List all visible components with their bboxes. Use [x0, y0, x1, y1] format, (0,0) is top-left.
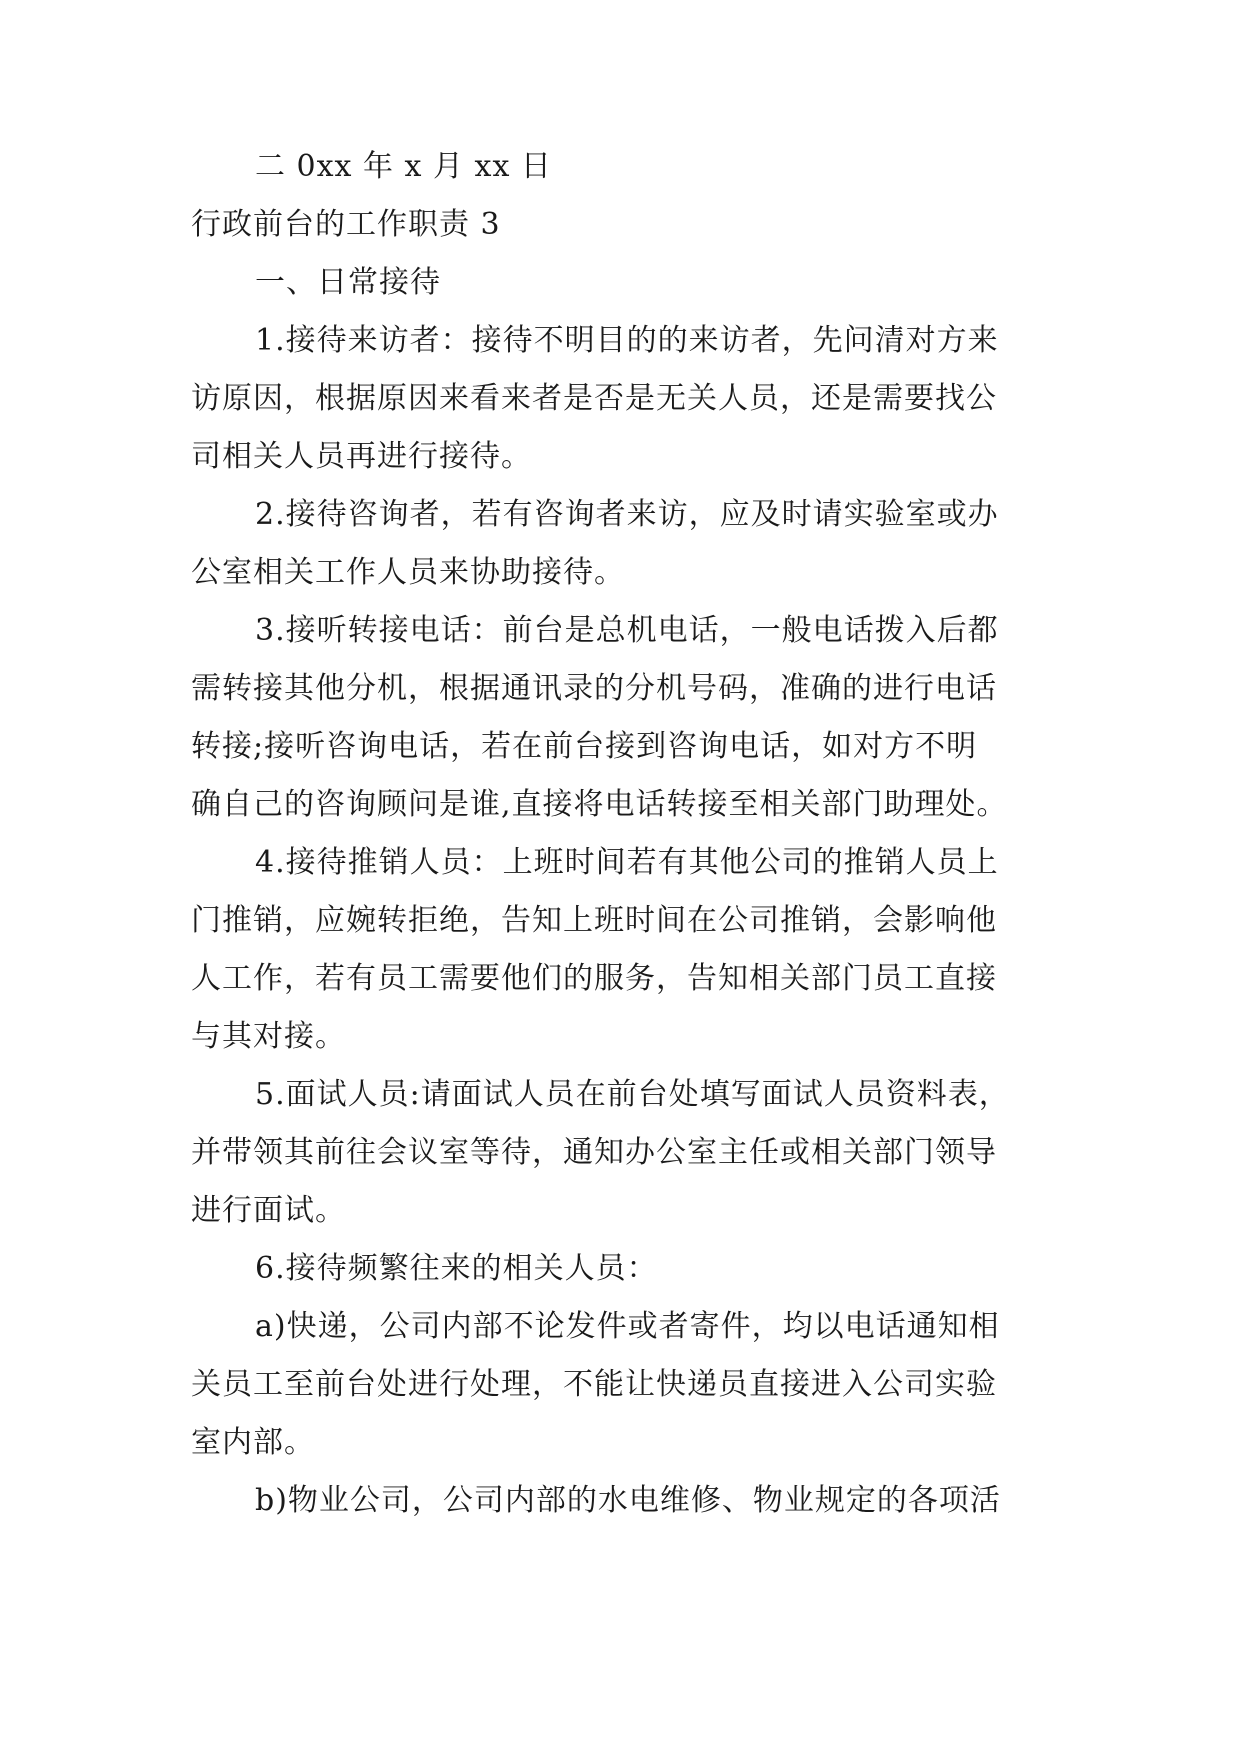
paragraph-line: 6.接待频繁往来的相关人员： [255, 1251, 658, 1286]
paragraph-line: 关员工至前台处进行处理，不能让快递员直接进入公司实验 [191, 1367, 997, 1402]
paragraph-7 [191, 1298, 1051, 1472]
paragraph-line: 4.接待推销人员：上班时间若有其他公司的推销人员上 [255, 845, 999, 880]
paragraph-line: b)物业公司，公司内部的水电维修、物业规定的各项活 [255, 1483, 1001, 1518]
paragraph-line: 确自己的咨询顾问是谁,直接将电话转接至相关部门助理处。 [191, 787, 1008, 822]
section-heading: 一、日常接待 [255, 265, 441, 300]
paragraph-line: 3.接听转接电话：前台是总机电话，一般电话拨入后都 [255, 613, 999, 648]
document-body [191, 138, 1051, 1530]
paragraph-line: 公室相关工作人员来协助接待。 [191, 555, 625, 590]
paragraph-line: 需转接其他分机，根据通讯录的分机号码，准确的进行电话 [191, 671, 997, 706]
paragraph-line: 与其对接。 [191, 1019, 346, 1054]
paragraph-3 [191, 602, 1051, 834]
paragraph-line: 室内部。 [191, 1425, 315, 1460]
paragraph-1 [191, 312, 1051, 486]
paragraph-6 [191, 1240, 1051, 1298]
paragraph-line: 2.接待咨询者，若有咨询者来访，应及时请实验室或办 [255, 497, 999, 532]
paragraph-line: 访原因，根据原因来看来者是否是无关人员，还是需要找公 [191, 381, 997, 416]
paragraph-line: 5.面试人员:请面试人员在前台处填写面试人员资料表， [255, 1077, 1010, 1112]
paragraph-line: 门推销，应婉转拒绝，告知上班时间在公司推销，会影响他 [191, 903, 997, 938]
paragraph-line: 并带领其前往会议室等待，通知办公室主任或相关部门领导 [191, 1135, 997, 1170]
paragraph-line: 1.接待来访者：接待不明目的的来访者，先问清对方来 [255, 323, 999, 358]
paragraph-5 [191, 1066, 1051, 1240]
date-line: 二 0xx 年 x 月 xx 日 [255, 149, 552, 184]
paragraph-4 [191, 834, 1051, 1066]
paragraph-2 [191, 486, 1051, 602]
paragraph-line: 人工作，若有员工需要他们的服务，告知相关部门员工直接 [191, 961, 997, 996]
document-title: 行政前台的工作职责 3 [191, 207, 501, 242]
paragraph-line: a)快递，公司内部不论发件或者寄件，均以电话通知相 [255, 1309, 1000, 1344]
paragraph-8 [191, 1472, 1051, 1530]
paragraph-line: 司相关人员再进行接待。 [191, 439, 532, 474]
paragraph-line: 转接;接听咨询电话，若在前台接到咨询电话，如对方不明 [191, 729, 978, 764]
paragraph-line: 进行面试。 [191, 1193, 346, 1228]
